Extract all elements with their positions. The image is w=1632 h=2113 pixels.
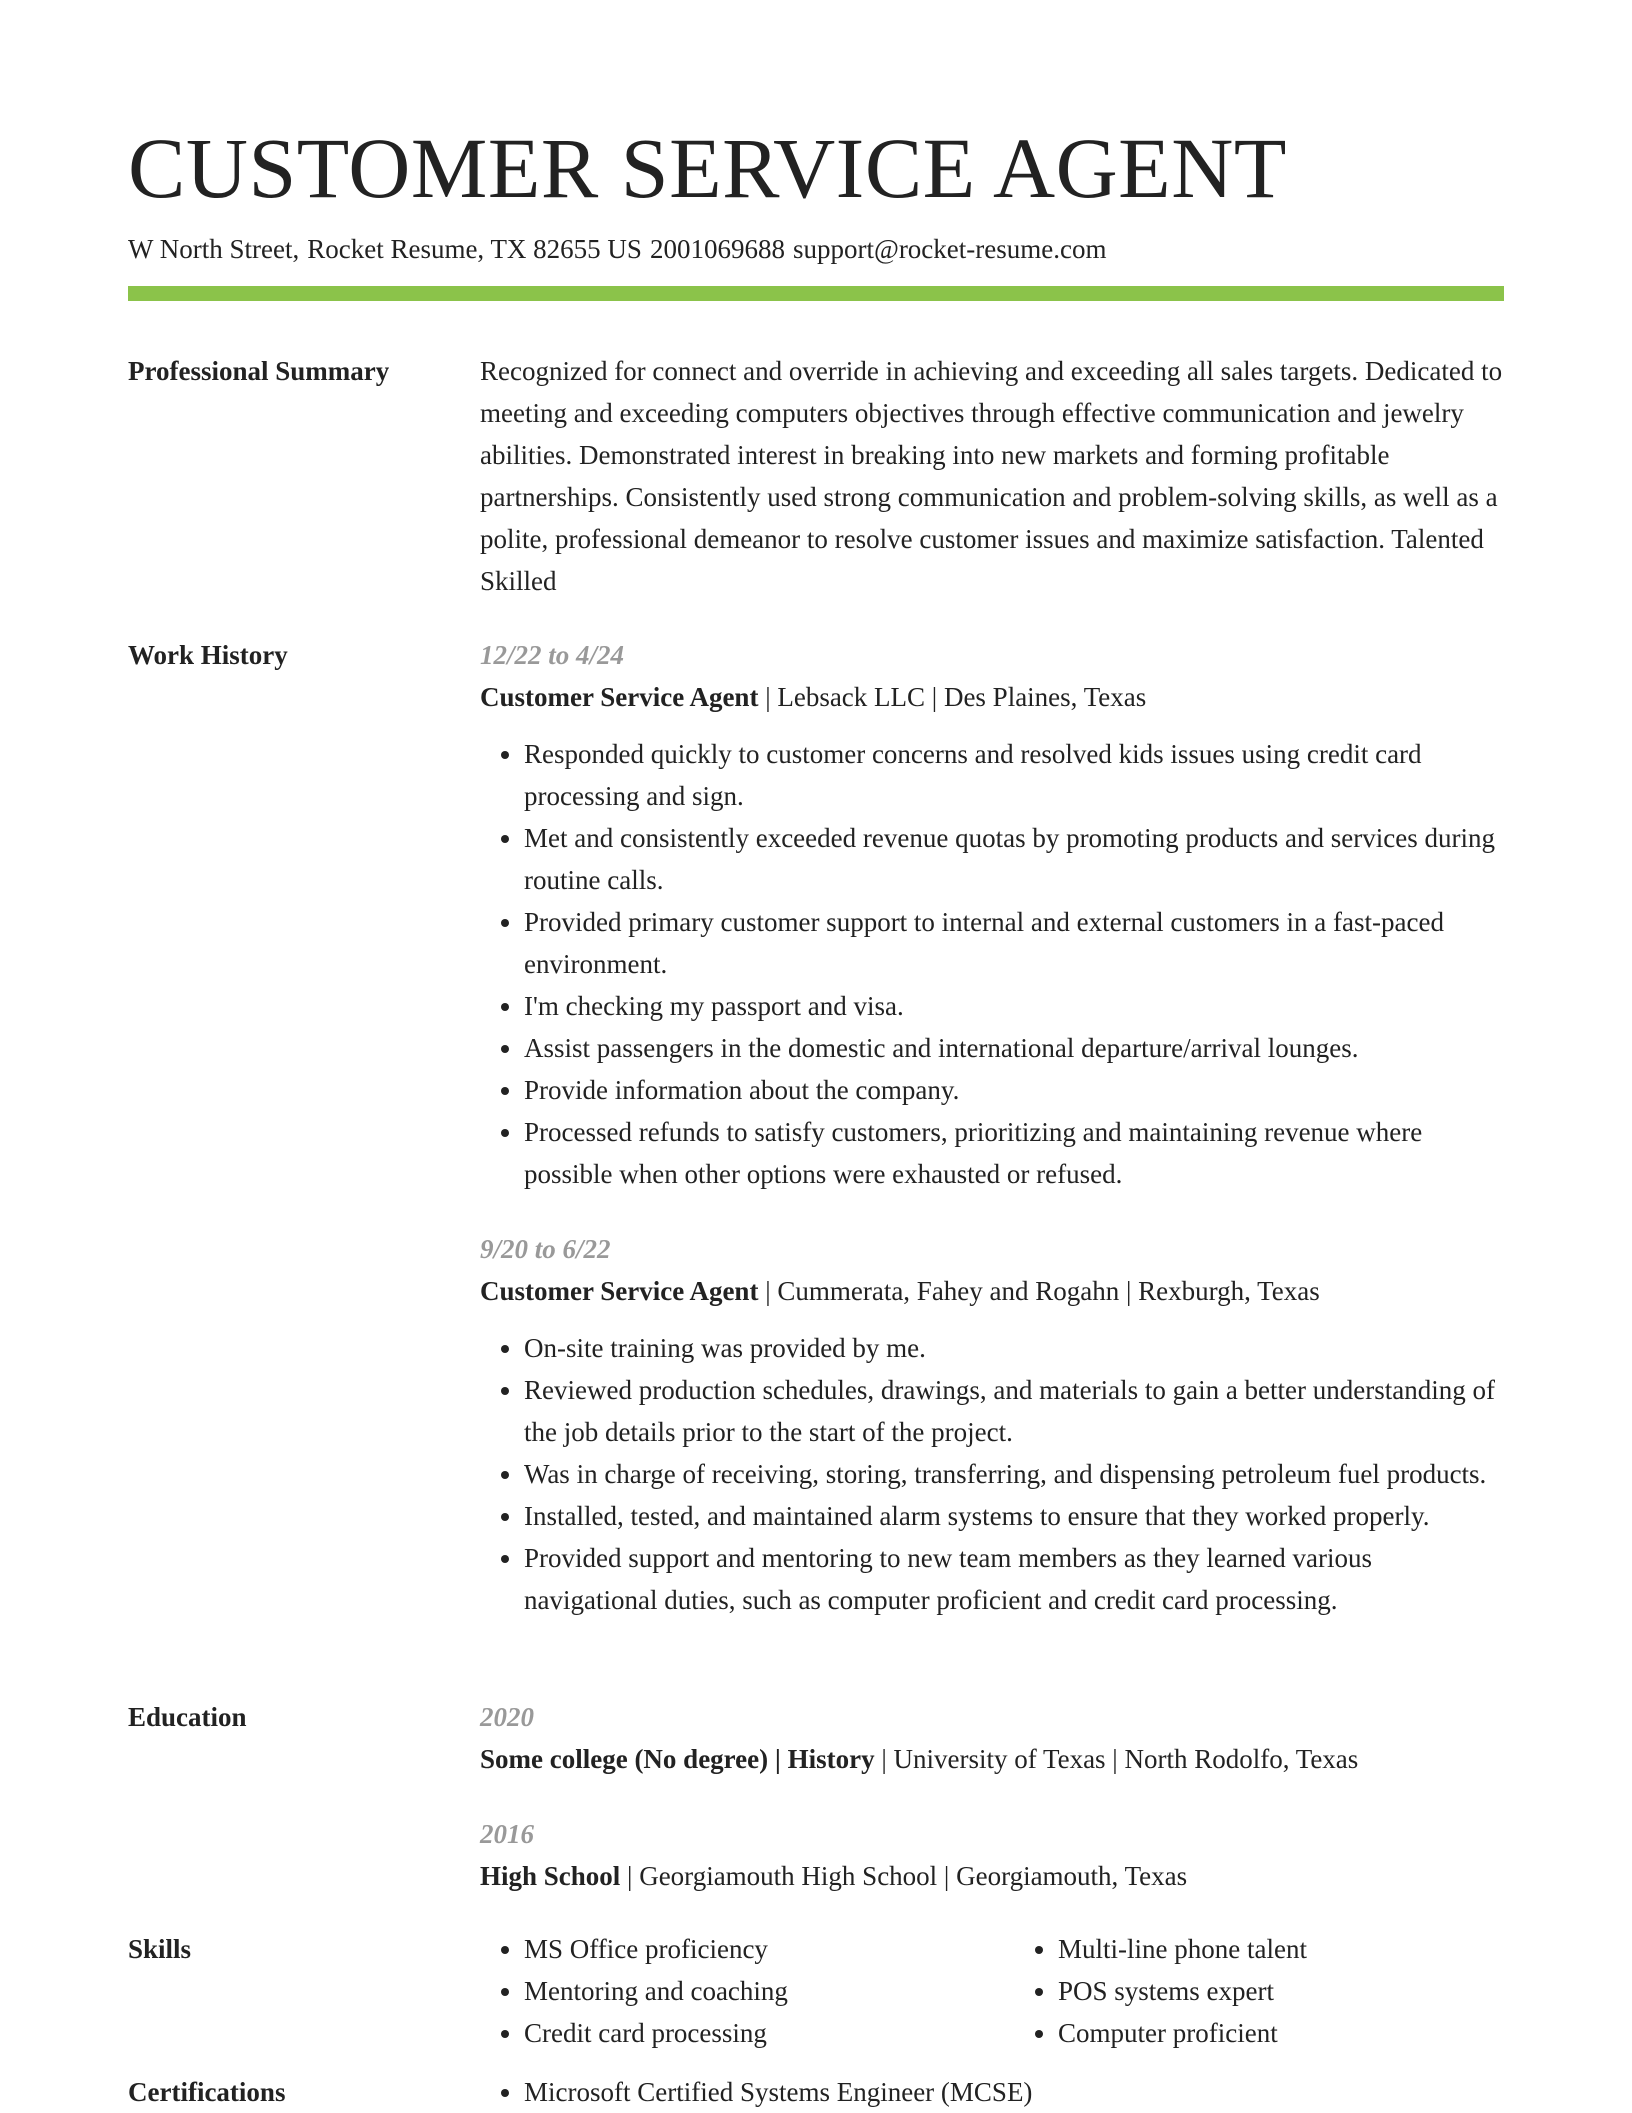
section-title-work-history: Work History xyxy=(128,640,288,670)
skill-item: • Credit card processing xyxy=(524,2012,970,2054)
job-bullet: • Provided primary customer support to internal and external customers in a fast-paced environment. xyxy=(524,901,1504,985)
section-title-skills: Skills xyxy=(128,1934,192,1964)
header-divider xyxy=(128,286,1504,301)
work-history-body xyxy=(480,634,1504,1621)
job-bullet: • Provided support and mentoring to new team members as they learned various navigational duties, such as computer proficient and credit card processing. xyxy=(524,1537,1504,1621)
skills-list-left xyxy=(480,1928,970,2054)
job-bullet: • Was in charge of receiving, storing, transferring, and dispensing petroleum fuel products. xyxy=(524,1453,1504,1495)
skill-item: • Mentoring and coaching xyxy=(524,1970,970,2012)
skill-item: • POS systems expert xyxy=(1058,1970,1504,2012)
contact-line xyxy=(128,231,1114,267)
job-bullet: • Responded quickly to customer concerns and resolved kids issues using credit card processing and sign. xyxy=(524,733,1504,817)
education-entry xyxy=(480,1813,1504,1897)
education-year: 2020 xyxy=(480,1702,534,1732)
job-title: Customer Service Agent xyxy=(480,682,759,712)
job-details: | Lebsack LLC | Des Plaines, Texas xyxy=(758,682,1147,712)
summary-text: Recognized for connect and override in achieving and exceeding all sales targets. Dedicated to meeting and exceeding computers objectives through effective communication and jewelry abilities. Demonstrated interest in breaking into new markets and forming profitable partnerships. Consistently used strong communication and problem-solving skills, as well as a polite, professional demeanor to resolve customer issues and maximize satisfaction. Talented Skilled xyxy=(480,356,1503,596)
skill-item: • Multi-line phone talent xyxy=(1058,1928,1504,1970)
certifications-list xyxy=(480,2071,1504,2113)
contact-street: W North Street, xyxy=(128,234,300,264)
education-details: | Georgiamouth High School | Georgiamouth, Texas xyxy=(620,1861,1188,1891)
resume-name-heading: CUSTOMER SERVICE AGENT xyxy=(128,120,1287,216)
job-bullet: • Met and consistently exceeded revenue quotas by promoting products and services during routine calls. xyxy=(524,817,1504,901)
section-title-education: Education xyxy=(128,1702,247,1732)
education-entry xyxy=(480,1696,1504,1780)
skills-columns xyxy=(480,1928,1504,2054)
job-bullets xyxy=(480,733,1504,1195)
job-entry xyxy=(480,1228,1504,1621)
skills-list-right xyxy=(1014,1928,1504,2054)
certifications-body xyxy=(480,2071,1504,2113)
certification-item: • Microsoft Certified Systems Engineer (MCSE) xyxy=(524,2071,1504,2113)
job-bullet: • I'm checking my passport and visa. xyxy=(524,985,1504,1027)
job-bullet: • On-site training was provided by me. xyxy=(524,1327,1504,1369)
job-role-line xyxy=(480,676,1504,718)
contact-phone: 2001069688 xyxy=(649,234,785,264)
job-role-line xyxy=(480,1270,1504,1312)
job-bullet: • Installed, tested, and maintained alarm systems to ensure that they worked properly. xyxy=(524,1495,1504,1537)
education-degree: Some college (No degree) | History xyxy=(480,1744,875,1774)
section-title-certifications: Certifications xyxy=(128,2077,286,2107)
job-details: | Cummerata, Fahey and Rogahn | Rexburgh, Texas xyxy=(758,1276,1320,1306)
education-body xyxy=(480,1696,1504,1897)
job-title: Customer Service Agent xyxy=(480,1276,759,1306)
education-degree: High School xyxy=(480,1861,621,1891)
job-dates: 9/20 to 6/22 xyxy=(480,1234,611,1264)
education-details: | University of Texas | North Rodolfo, Texas xyxy=(874,1744,1359,1774)
job-bullet: • Processed refunds to satisfy customers, prioritizing and maintaining revenue where possible when other options were exhausted or refused. xyxy=(524,1111,1504,1195)
education-line xyxy=(480,1855,1504,1897)
education-line xyxy=(480,1738,1504,1780)
job-bullets xyxy=(480,1327,1504,1621)
skill-item: • Computer proficient xyxy=(1058,2012,1504,2054)
job-bullet: • Assist passengers in the domestic and international departure/arrival lounges. xyxy=(524,1027,1504,1069)
contact-city: Rocket Resume, TX 82655 US xyxy=(307,234,642,264)
job-dates: 12/22 to 4/24 xyxy=(480,640,625,670)
skill-item: • MS Office proficiency xyxy=(524,1928,970,1970)
contact-email: support@rocket-resume.com xyxy=(792,234,1107,264)
education-year: 2016 xyxy=(480,1819,534,1849)
job-bullet: • Provide information about the company. xyxy=(524,1069,1504,1111)
section-title-summary: Professional Summary xyxy=(128,356,390,386)
skills-body xyxy=(480,1928,1504,2054)
job-entry xyxy=(480,634,1504,1195)
job-bullet: • Reviewed production schedules, drawings, and materials to gain a better understanding of the job details prior to the start of the project. xyxy=(524,1369,1504,1453)
